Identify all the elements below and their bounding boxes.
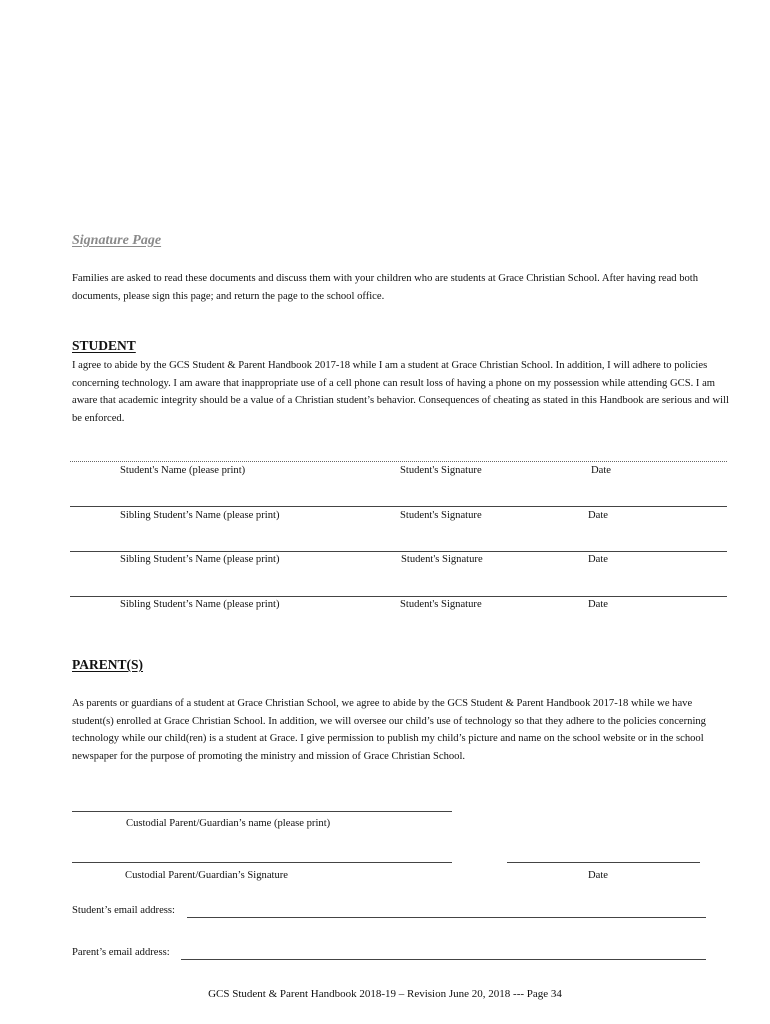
sibling-date-label: Date — [588, 510, 608, 521]
student-agreement: I agree to abide by the GCS Student & Parent Handbook 2017-18 while I am a student at Grace Christian School. In addition, I will adhere to policies concerning technology. I am aware that inappropriate use of a cell phone can result loss of having a phone on my possession while attending GCS. I am aware that academic integrity should be a value of a Christian student’s behavior. Consequences of cheating as stated in this Handbook are serious and will be enforced. — [72, 360, 729, 424]
parent-email-label: Parent’s email address: — [72, 947, 170, 958]
parent-agreement: As parents or guardians of a student at Grace Christian School, we agree to abide by the GCS Student & Parent Handbook 2017-18 while we have student(s) enrolled at Grace Christian School. In addition, we will oversee our child’s use of technology so that they adhere to the policies concerning technology while our child(ren) is a student at Grace. I give permission to publish my child’s picture and name on the school website or in the school newspaper for the purpose of promoting the ministry and mission of Grace Christian School. — [72, 698, 706, 762]
student-heading: STUDENT — [72, 338, 136, 353]
parent-name-line[interactable] — [72, 811, 452, 812]
sibling-signature-label: Student's Signature — [400, 599, 482, 610]
sibling-date-label: Date — [588, 554, 608, 565]
sibling-name-label: Sibling Student’s Name (please print) — [120, 554, 280, 565]
student-email-field[interactable] — [187, 917, 706, 918]
page-footer: GCS Student & Parent Handbook 2018-19 – Revision June 20, 2018 --- Page 34 — [208, 988, 562, 1000]
sibling-name-label: Sibling Student’s Name (please print) — [120, 599, 280, 610]
student-name-label: Student's Name (please print) — [120, 465, 246, 476]
sibling-signature-label: Student's Signature — [400, 510, 482, 521]
parent-name-label: Custodial Parent/Guardian’s name (please print) — [126, 818, 331, 829]
sibling-row-line-1[interactable] — [70, 506, 727, 507]
parent-signature-line[interactable] — [72, 862, 452, 863]
student-date-label: Date — [591, 465, 611, 476]
parent-signature-label: Custodial Parent/Guardian’s Signature — [125, 870, 288, 881]
student-row-line-1[interactable] — [70, 461, 727, 462]
sibling-row-line-3[interactable] — [70, 596, 727, 597]
intro-paragraph: Families are asked to read these documents and discuss them with your children who are students at Grace Christian School. After having read both documents, please sign this page; and return the page to the school office. — [72, 273, 699, 302]
sibling-signature-label: Student's Signature — [401, 554, 483, 565]
page-title: Signature Page — [72, 233, 162, 248]
student-signature-label: Student's Signature — [400, 465, 482, 476]
parent-email-field[interactable] — [181, 959, 706, 960]
parent-date-line[interactable] — [507, 862, 700, 863]
sibling-row-line-2[interactable] — [70, 551, 727, 552]
sibling-date-label: Date — [588, 599, 608, 610]
student-email-label: Student’s email address: — [72, 905, 175, 916]
parent-heading: PARENT(S) — [72, 657, 144, 672]
parent-date-label: Date — [588, 870, 608, 881]
sibling-name-label: Sibling Student’s Name (please print) — [120, 510, 280, 521]
